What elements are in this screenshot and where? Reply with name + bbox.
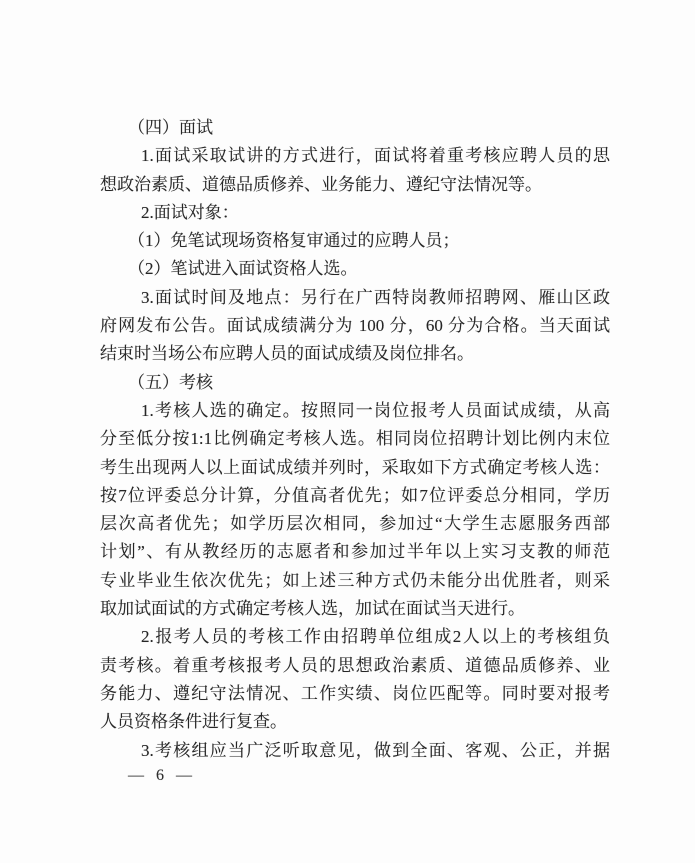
text-line: （五）考核 — [128, 372, 213, 392]
text-line: 务能力、遵纪守法情况、工作实绩、岗位匹配等。同时要对报考 — [100, 683, 610, 703]
text-line: 结束时当场公布应聘人员的面试成绩及岗位排名。 — [100, 344, 474, 364]
text-line: 人员资格条件进行复查。 — [100, 712, 287, 732]
text-line: 1.面试采取试讲的方式进行，面试将着重考核应聘人员的思 — [141, 146, 610, 166]
text-line: 层次高者优先；如学历层次相同，参加过“大学生志愿服务西部 — [100, 514, 610, 534]
text-line: 2.面试对象： — [141, 202, 239, 222]
text-line: 2.报考人员的考核工作由招聘单位组成2人以上的考核组负 — [141, 627, 610, 647]
text-line: 分至低分按1:1比例确定考核人选。相同岗位招聘计划比例内末位 — [100, 429, 610, 449]
text-line: （四）面试 — [128, 118, 213, 137]
text-line: 想政治素质、道德品质修养、业务能力、遵纪守法情况等。 — [100, 174, 542, 194]
text-line: 按7位评委总分计算，分值高者优先；如7位评委总分相同，学历 — [100, 485, 610, 505]
text-line: 3.面试时间及地点：另行在广西特岗教师招聘网、雁山区政 — [141, 287, 610, 307]
text-line: 1.考核人选的确定。按照同一岗位报考人员面试成绩，从高 — [141, 400, 610, 420]
text-line: 责考核。着重考核报考人员的思想政治素质、道德品质修养、业 — [100, 655, 610, 675]
document-body — [100, 114, 610, 765]
page-number: — 6 — — [128, 767, 192, 784]
text-line: 专业毕业生依次优先；如上述三种方式仍未能分出优胜者，则采 — [100, 570, 610, 590]
text-line: （2）笔试进入面试资格人选。 — [128, 259, 358, 279]
text-line: 计划”、有从教经历的志愿者和参加过半年以上实习支教的师范 — [100, 542, 610, 562]
text-line: 取加试面试的方式确定考核人选，加试在面试当天进行。 — [100, 599, 525, 619]
text-line: （1）免笔试现场资格复审通过的应聘人员； — [128, 231, 460, 251]
text-line: 府网发布公告。面试成绩满分为 100 分，60 分为合格。当天面试 — [100, 316, 610, 336]
text-line: 3.考核组应当广泛听取意见，做到全面、客观、公正，并据 — [141, 740, 610, 760]
text-line: 考生出现两人以上面试成绩并列时，采取如下方式确定考核人选： — [100, 457, 610, 477]
